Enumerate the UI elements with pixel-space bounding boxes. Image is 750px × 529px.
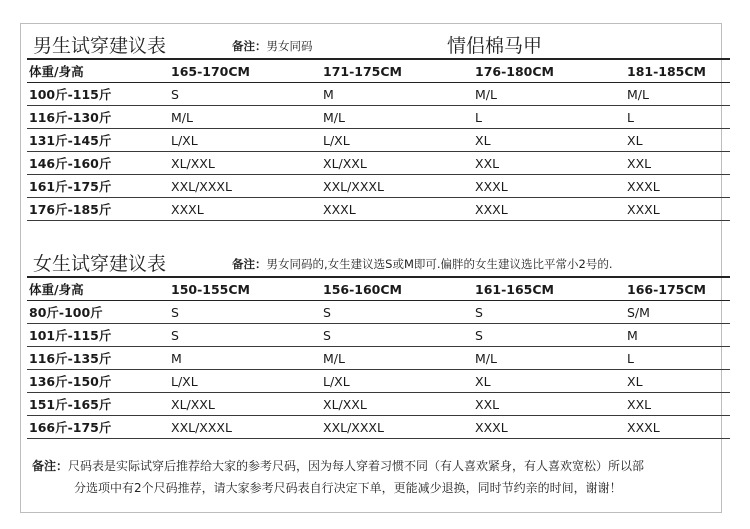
table-row — [27, 129, 730, 152]
size-cell: XXL/XXXL — [169, 175, 321, 198]
size-cell: S — [321, 324, 473, 347]
size-cell: XL — [473, 129, 625, 152]
size-cell: L — [625, 347, 730, 370]
size-cell: XXL — [625, 152, 730, 175]
weight-cell: 100斤-115斤 — [27, 83, 169, 106]
size-cell: XXXL — [625, 198, 730, 221]
size-cell: XXXL — [625, 416, 730, 439]
size-cell: XXXL — [625, 175, 730, 198]
table-row — [27, 416, 730, 439]
size-cell: XL/XXL — [169, 152, 321, 175]
weight-cell: 166斤-175斤 — [27, 416, 169, 439]
men-title-row — [27, 28, 720, 58]
header-cell: 156-160CM — [321, 277, 473, 301]
size-cell: XXL — [473, 152, 625, 175]
size-cell: L/XL — [321, 370, 473, 393]
weight-cell: 80斤-100斤 — [27, 301, 169, 324]
men-note — [232, 38, 313, 54]
size-cell: L/XL — [169, 129, 321, 152]
footer-note — [32, 455, 732, 499]
size-cell: XL — [473, 370, 625, 393]
size-cell: M — [321, 83, 473, 106]
footer-text-1: 尺码表是实际试穿后推荐给大家的参考尺码，因为每人穿着习惯不同（有人喜欢紧身，有人喜欢宽松）所以部 — [68, 459, 645, 473]
size-cell: L — [625, 106, 730, 129]
size-cell: S/M — [625, 301, 730, 324]
size-cell: M/L — [473, 83, 625, 106]
size-cell: L/XL — [169, 370, 321, 393]
table-row — [27, 175, 730, 198]
header-cell: 150-155CM — [169, 277, 321, 301]
size-cell: L/XL — [321, 129, 473, 152]
table-header-row — [27, 59, 730, 83]
size-cell: M/L — [625, 83, 730, 106]
size-cell: S — [169, 83, 321, 106]
weight-cell: 161斤-175斤 — [27, 175, 169, 198]
size-cell: S — [473, 301, 625, 324]
table-row — [27, 301, 730, 324]
size-cell: XXL/XXXL — [321, 175, 473, 198]
women-section — [27, 246, 720, 439]
weight-cell: 101斤-115斤 — [27, 324, 169, 347]
size-cell: XL/XXL — [321, 393, 473, 416]
size-cell: XXL/XXXL — [321, 416, 473, 439]
weight-cell: 146斤-160斤 — [27, 152, 169, 175]
product-name: 情侣棉马甲 — [447, 35, 543, 57]
size-cell: XXXL — [473, 416, 625, 439]
size-cell: M/L — [321, 347, 473, 370]
women-title-row — [27, 246, 720, 276]
header-cell: 181-185CM — [625, 59, 730, 83]
men-note-text: 男女同码 — [266, 39, 313, 53]
table-header-row — [27, 277, 730, 301]
size-cell: XL — [625, 129, 730, 152]
footer-line-1 — [32, 455, 732, 477]
men-section — [27, 28, 720, 221]
header-cell: 体重/身高 — [27, 277, 169, 301]
weight-cell: 136斤-150斤 — [27, 370, 169, 393]
size-cell: XL/XXL — [321, 152, 473, 175]
size-cell: S — [473, 324, 625, 347]
women-note-label: 备注： — [232, 257, 267, 271]
weight-cell: 151斤-165斤 — [27, 393, 169, 416]
table-row — [27, 370, 730, 393]
weight-cell: 176斤-185斤 — [27, 198, 169, 221]
header-cell: 体重/身高 — [27, 59, 169, 83]
header-cell: 171-175CM — [321, 59, 473, 83]
men-note-label: 备注： — [232, 39, 267, 53]
size-cell: XXXL — [473, 198, 625, 221]
weight-cell: 131斤-145斤 — [27, 129, 169, 152]
weight-cell: 116斤-135斤 — [27, 347, 169, 370]
size-cell: M — [169, 347, 321, 370]
women-note-text: 男女同码的,女生建议选S或M即可.偏胖的女生建议选比平常小2号的. — [266, 257, 613, 271]
size-cell: M/L — [321, 106, 473, 129]
table-row — [27, 324, 730, 347]
size-cell: S — [169, 324, 321, 347]
women-size-table — [27, 276, 730, 439]
header-cell: 165-170CM — [169, 59, 321, 83]
men-table-title: 男生试穿建议表 — [33, 35, 167, 57]
size-cell: M/L — [473, 347, 625, 370]
size-cell: XL/XXL — [169, 393, 321, 416]
size-cell: XXXL — [321, 198, 473, 221]
table-row — [27, 347, 730, 370]
table-row — [27, 83, 730, 106]
header-cell: 176-180CM — [473, 59, 625, 83]
size-cell: L — [473, 106, 625, 129]
men-size-table — [27, 58, 730, 221]
table-row — [27, 152, 730, 175]
size-cell: M/L — [169, 106, 321, 129]
header-cell: 161-165CM — [473, 277, 625, 301]
size-cell: S — [169, 301, 321, 324]
size-cell: XXXL — [473, 175, 625, 198]
size-cell: XXXL — [169, 198, 321, 221]
footer-text-2: 分选项中有2个尺码推荐，请大家参考尺码表自行决定下单，更能减少退换，同时节约亲的时间，谢谢！ — [74, 481, 622, 495]
size-cell: XXL — [473, 393, 625, 416]
size-cell: S — [321, 301, 473, 324]
size-cell: XL — [625, 370, 730, 393]
table-row — [27, 198, 730, 221]
women-table-title: 女生试穿建议表 — [33, 253, 167, 275]
table-row — [27, 393, 730, 416]
women-note — [232, 256, 613, 272]
weight-cell: 116斤-130斤 — [27, 106, 169, 129]
size-cell: M — [625, 324, 730, 347]
size-cell: XXL — [625, 393, 730, 416]
header-cell: 166-175CM — [625, 277, 730, 301]
size-cell: XXL/XXXL — [169, 416, 321, 439]
table-row — [27, 106, 730, 129]
footer-note-label: 备注： — [32, 459, 69, 473]
